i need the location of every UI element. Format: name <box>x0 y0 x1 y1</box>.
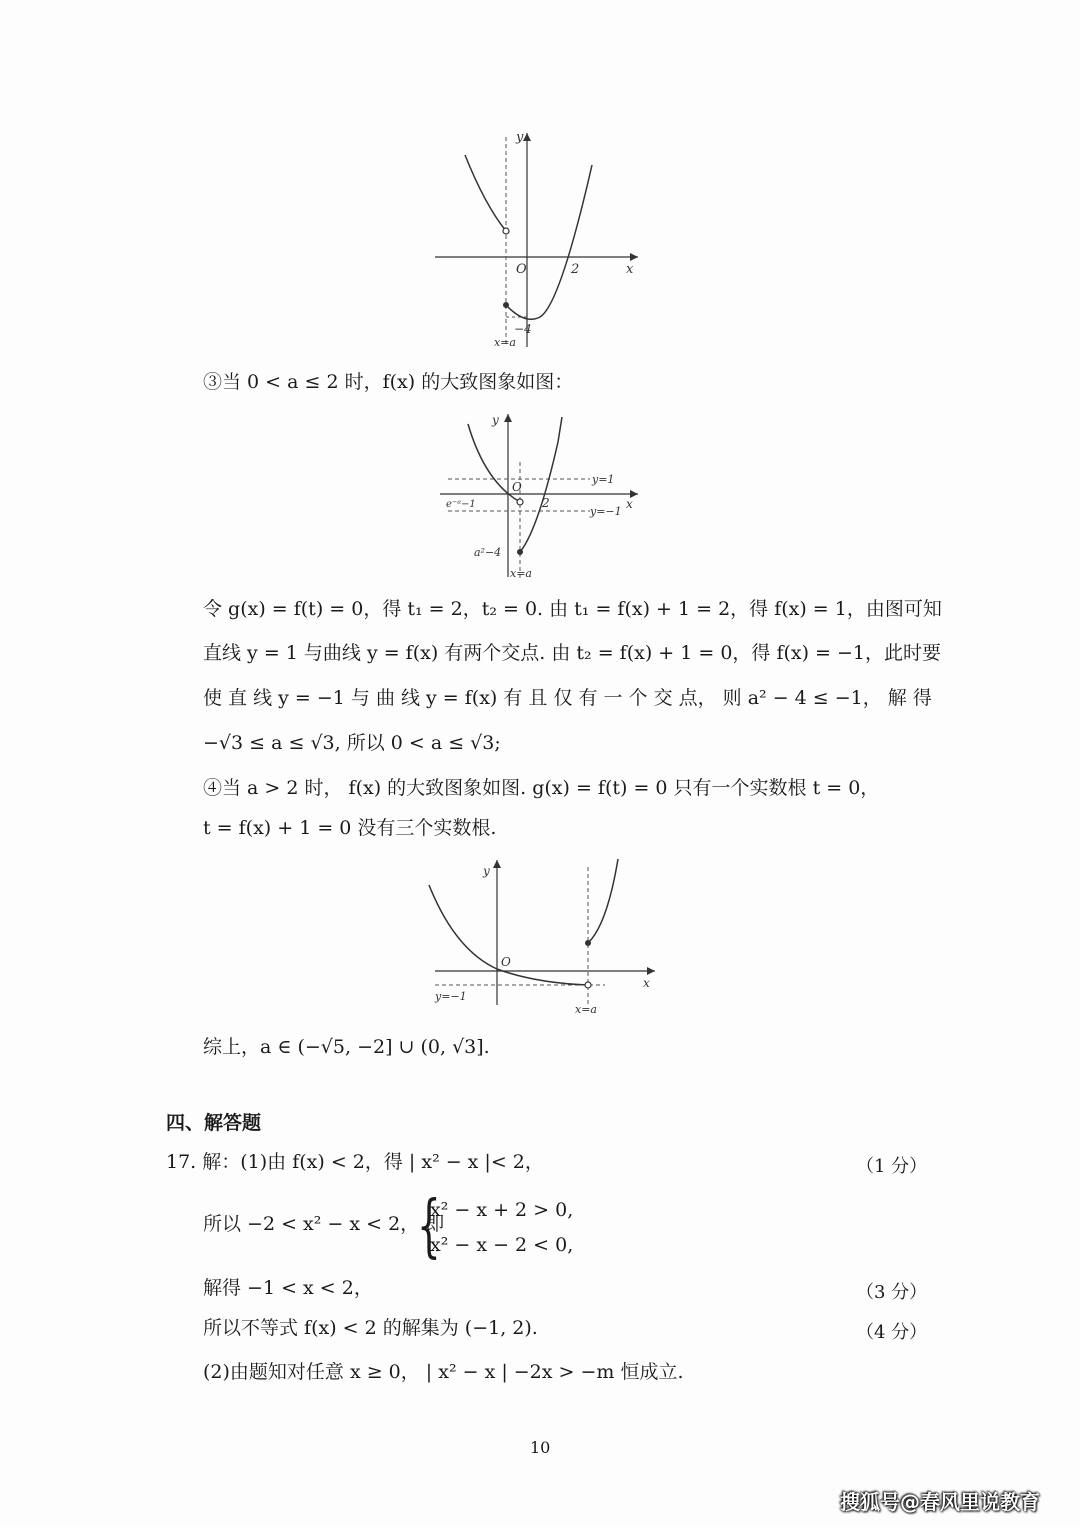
fig2-ym1-label: y=−1 <box>590 505 622 518</box>
paragraph-line-5: ④当 a > 2 时， f(x) 的大致图象如图. g(x) = f(t) = 0 只有一个实数根 t = 0， <box>203 777 880 799</box>
fig1-origin-label: O <box>516 262 527 277</box>
system-eq-1: x² − x + 2 > 0, <box>430 1199 574 1221</box>
fig1-xa-label: x=a <box>494 336 516 349</box>
fig3-ym1-label: y=−1 <box>435 990 467 1003</box>
paragraph-line-2: 直线 y = 1 与曲线 y = f(x) 有两个交点. 由 t₂ = f(x) + 1 = 0，得 f(x) = −1，此时要 <box>203 642 942 664</box>
fig3-y-label: y <box>483 864 490 878</box>
case3-text: ③当 0 < a ≤ 2 时，f(x) 的大致图象如图： <box>203 371 574 393</box>
fig2-two-label: 2 <box>542 496 550 510</box>
fig1-x-label: x <box>626 262 634 277</box>
q17-score-4: （4 分） <box>856 1322 928 1343</box>
fig1-y-label: y <box>516 130 524 145</box>
q17-line-3: 解得 −1 < x < 2， <box>203 1277 373 1299</box>
paragraph-line-3: 使 直 线 y = −1 与 曲 线 y = f(x) 有 且 仅 有 一 个 交 点， 则 a² − 4 ≤ −1， 解 得 <box>203 687 932 709</box>
fig3-xa-label: x=a <box>575 1003 597 1016</box>
figure-1-graph <box>430 125 650 355</box>
system-eq-2: x² − x − 2 < 0, <box>430 1234 574 1256</box>
section-heading: 四、解答题 <box>166 1112 262 1134</box>
fig2-y1-label: y=1 <box>592 473 615 486</box>
q17-score-3: （3 分） <box>856 1282 928 1303</box>
fig2-xa-label: x=a <box>510 567 532 580</box>
fig1-two-label: 2 <box>571 262 580 277</box>
fig3-x-label: x <box>643 976 650 990</box>
fig3-origin-label: O <box>501 955 511 969</box>
fig2-ea-label: e⁻ᵃ−1 <box>446 499 476 510</box>
paragraph-line-6: t = f(x) + 1 = 0 没有三个实数根. <box>203 817 497 839</box>
fig2-origin-label: O <box>512 480 522 494</box>
figure-3-graph <box>425 855 665 1020</box>
system-brace: { <box>417 1187 441 1266</box>
q17-line-4: 所以不等式 f(x) < 2 的解集为 (−1, 2). <box>203 1317 538 1339</box>
page-number: 10 <box>530 1438 551 1457</box>
figure-2-graph <box>430 412 650 584</box>
fig1-minus4-label: −4 <box>514 322 532 336</box>
fig2-a2-label: a²−4 <box>474 546 502 559</box>
q17-line-2: 所以 −2 < x² − x < 2， 即 <box>203 1213 445 1235</box>
fig2-y-label: y <box>492 413 499 427</box>
summary-line: 综上，a ∈ (−√5, −2] ∪ (0, √3]. <box>203 1036 490 1058</box>
paragraph-line-4: −√3 ≤ a ≤ √3, 所以 0 < a ≤ √3; <box>203 732 501 754</box>
fig2-x-label: x <box>626 497 633 511</box>
paragraph-line-1: 令 g(x) = f(t) = 0，得 t₁ = 2，t₂ = 0. 由 t₁ = f(x) + 1 = 2，得 f(x) = 1，由图可知 <box>203 598 942 620</box>
q17-score-1: （1 分） <box>856 1156 928 1177</box>
q17-line-1: 17. 解：(1)由 f(x) < 2，得 | x² − x |< 2， <box>166 1151 544 1173</box>
q17-line-5: (2)由题知对任意 x ≥ 0， | x² − x | −2x > −m 恒成立. <box>203 1361 684 1383</box>
watermark: 搜狐号@春风里说教育 <box>840 1490 1040 1514</box>
